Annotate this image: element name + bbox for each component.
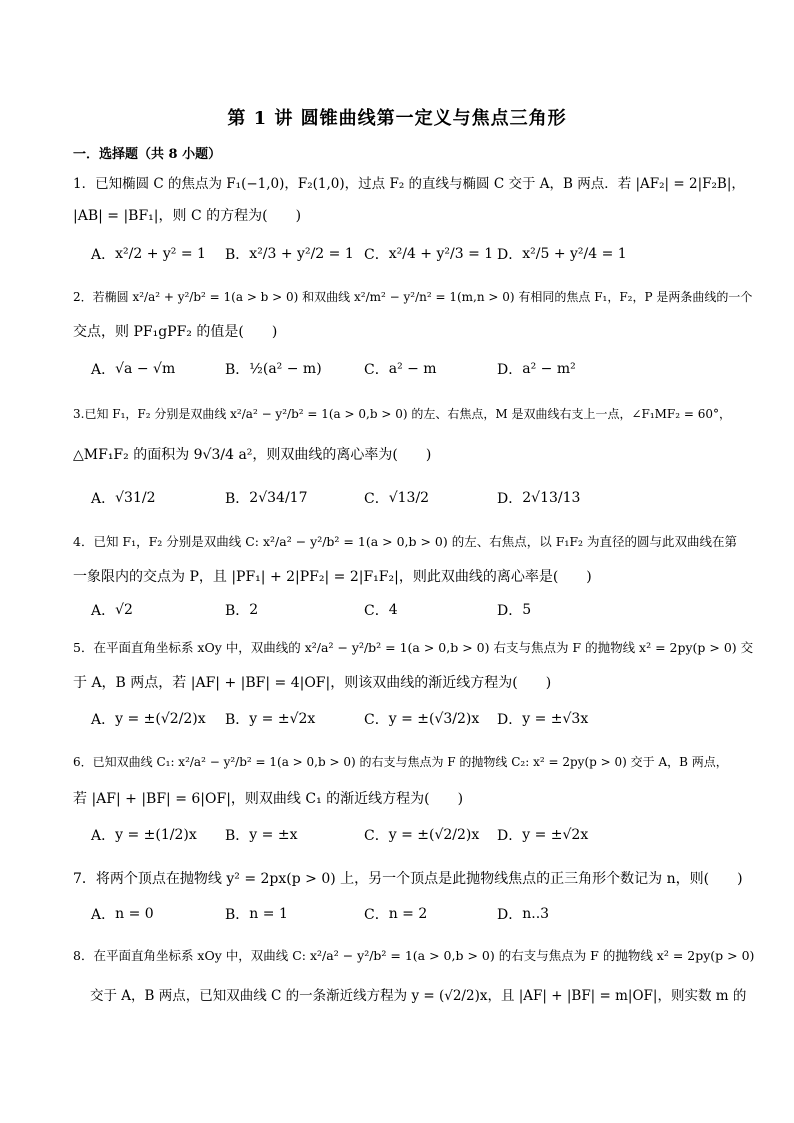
option-b[interactable] [225, 481, 307, 515]
option-c[interactable] [364, 481, 429, 515]
page-title: 第 1 讲 圆锥曲线第一定义与焦点三角形 [227, 108, 567, 129]
question-4-line-2: 一象限内的交点为 P，且 |PF₁| + 2|PF₂| = 2|F₁F₂|，则此双曲线的离心率是( ) [73, 569, 592, 585]
option-c[interactable] [364, 818, 479, 852]
option-letter: C． [364, 491, 389, 507]
option-a[interactable] [91, 818, 197, 852]
question-6-line-1: 6．已知双曲线 C₁: x²/a² − y²/b² = 1(a > 0,b > 0) 的右支与焦点为 F 的抛物线 C₂: x² = 2py(p > 0) 交于 A，B 两点， [73, 755, 728, 769]
option-d[interactable] [497, 897, 549, 931]
option-letter: B． [225, 603, 250, 619]
option-a[interactable] [91, 702, 206, 736]
question-3-line-2: △MF₁F₂ 的面积为 9√3/4 a²，则双曲线的离心率为( ) [73, 447, 432, 463]
option-d[interactable] [497, 352, 576, 386]
option-b[interactable] [225, 702, 315, 736]
question-2-options [91, 352, 731, 386]
option-letter: A． [91, 362, 116, 378]
option-letter: C． [364, 603, 389, 619]
option-text: y = ±(√3/2)x [388, 711, 480, 727]
option-letter: B． [225, 828, 250, 844]
option-d[interactable] [497, 481, 580, 515]
option-letter: B． [225, 362, 250, 378]
option-letter: B． [225, 247, 250, 263]
option-letter: D． [497, 603, 523, 619]
option-text: x²/3 + y²/2 = 1 [249, 246, 354, 262]
option-text: y = ±(√2/2)x [115, 711, 206, 727]
option-text: y = ±(1/2)x [115, 827, 197, 843]
question-1-options [91, 237, 731, 271]
option-letter: B． [225, 712, 250, 728]
option-a[interactable] [91, 352, 175, 386]
option-letter: A． [91, 603, 116, 619]
question-3-options [91, 481, 731, 515]
question-4-line-1: 4．已知 F₁，F₂ 分别是双曲线 C: x²/a² − y²/b² = 1(a > 0,b > 0) 的左、右焦点，以 F₁F₂ 为直径的圆与此双曲线在第 [73, 534, 738, 549]
question-2-line-1: 2．若椭圆 x²/a² + y²/b² = 1(a > b > 0) 和双曲线 x²/m² − y²/n² = 1(m,n > 0) 有相同的焦点 F₁，F₂，P 是两条曲线的一个 [73, 290, 753, 304]
option-text: 2 [249, 602, 259, 618]
option-letter: D． [497, 907, 523, 923]
option-a[interactable] [91, 593, 133, 627]
option-text: y = ±√2x [522, 827, 589, 843]
option-a[interactable] [91, 481, 155, 515]
question-4-options [91, 593, 731, 627]
option-letter: A． [91, 491, 116, 507]
option-d[interactable] [497, 702, 588, 736]
option-text: y = ±√2x [249, 711, 316, 727]
option-c[interactable] [364, 237, 493, 271]
option-letter: D． [497, 247, 523, 263]
option-letter: D． [497, 491, 523, 507]
option-c[interactable] [364, 352, 437, 386]
option-text: 5 [522, 602, 532, 618]
option-letter: C． [364, 828, 389, 844]
question-8-line-2: 交于 A，B 两点，已知双曲线 C 的一条渐近线方程为 y = (√2/2)x，且 |AF| + |BF| = m|OF|，则实数 m 的 [90, 988, 747, 1004]
option-b[interactable] [225, 818, 297, 852]
question-8-line-1: 8．在平面直角坐标系 xOy 中，双曲线 C: x²/a² − y²/b² = 1(a > 0,b > 0) 的右支与焦点为 F 的抛物线 x² = 2py(p > 0) [73, 948, 755, 963]
question-3-line-1: 3.已知 F₁，F₂ 分别是双曲线 x²/a² − y²/b² = 1(a > 0,b > 0) 的左、右焦点，M 是双曲线右支上一点，∠F₁MF₂ = 60°， [73, 407, 732, 421]
option-b[interactable] [225, 593, 258, 627]
option-text: √31/2 [115, 490, 156, 506]
option-text: √2 [115, 602, 133, 618]
option-text: n = 2 [388, 906, 428, 922]
question-1-line-1: 1．已知椭圆 C 的焦点为 F₁(−1,0)，F₂(1,0)，过点 F₂ 的直线与椭圆 C 交于 A，B 两点．若 |AF₂| = 2|F₂B|， [73, 176, 745, 192]
option-letter: C． [364, 247, 389, 263]
option-text: y = ±√3x [522, 711, 589, 727]
option-letter: A． [91, 247, 116, 263]
option-letter: B． [225, 491, 250, 507]
option-a[interactable] [91, 897, 154, 931]
option-text: a² − m [388, 361, 437, 377]
option-c[interactable] [364, 897, 427, 931]
option-letter: C． [364, 712, 389, 728]
option-text: y = ±(√2/2)x [388, 827, 480, 843]
option-letter: D． [497, 828, 523, 844]
question-7-options [91, 897, 731, 931]
question-6-line-2: 若 |AF| + |BF| = 6|OF|，则双曲线 C₁ 的渐近线方程为( ) [73, 791, 464, 807]
option-text: √a − √m [115, 361, 176, 377]
option-d[interactable] [497, 593, 531, 627]
question-5-line-1: 5．在平面直角坐标系 xOy 中，双曲线的 x²/a² − y²/b² = 1(a > 0,b > 0) 右支与焦点为 F 的抛物线 x² = 2py(p > 0) 交 [73, 640, 754, 655]
question-5-options [91, 702, 731, 736]
option-letter: A． [91, 907, 116, 923]
option-letter: D． [497, 362, 523, 378]
option-letter: A． [91, 828, 116, 844]
question-2-line-2: 交点，则 PF₁gPF₂ 的值是( ) [73, 324, 278, 340]
option-letter: C． [364, 907, 389, 923]
option-d[interactable] [497, 237, 627, 271]
option-text: x²/5 + y²/4 = 1 [522, 246, 627, 262]
option-text: n..3 [522, 906, 550, 922]
option-text: ½(a² − m) [249, 361, 322, 377]
option-text: 2√13/13 [522, 490, 581, 506]
option-text: 2√34/17 [249, 490, 308, 506]
option-text: a² − m² [522, 361, 576, 377]
question-1-line-2: |AB| = |BF₁|，则 C 的方程为( ) [73, 208, 302, 224]
option-b[interactable] [225, 897, 288, 931]
option-text: n = 0 [115, 906, 154, 922]
option-text: y = ±x [249, 827, 298, 843]
option-text: 4 [388, 602, 398, 618]
question-6-options [91, 818, 731, 852]
option-letter: B． [225, 907, 250, 923]
option-b[interactable] [225, 237, 354, 271]
option-text: x²/4 + y²/3 = 1 [388, 246, 494, 262]
option-letter: A． [91, 712, 116, 728]
question-5-line-2: 于 A，B 两点，若 |AF| + |BF| = 4|OF|，则该双曲线的渐近线方程为( ) [73, 675, 552, 691]
question-7-line-1: 7．将两个顶点在抛物线 y² = 2px(p > 0) 上，另一个顶点是此抛物线焦点的正三角形个数记为 n，则( ) [73, 871, 743, 887]
option-c[interactable] [364, 702, 479, 736]
option-letter: C． [364, 362, 389, 378]
option-text: x²/2 + y² = 1 [115, 246, 206, 262]
option-c[interactable] [364, 593, 398, 627]
option-a[interactable] [91, 237, 206, 271]
section-heading: 一．选择题（共 8 小题） [73, 147, 222, 162]
option-d[interactable] [497, 818, 588, 852]
option-letter: D． [497, 712, 523, 728]
option-b[interactable] [225, 352, 322, 386]
option-text: n = 1 [249, 906, 288, 922]
option-text: √13/2 [388, 490, 430, 506]
